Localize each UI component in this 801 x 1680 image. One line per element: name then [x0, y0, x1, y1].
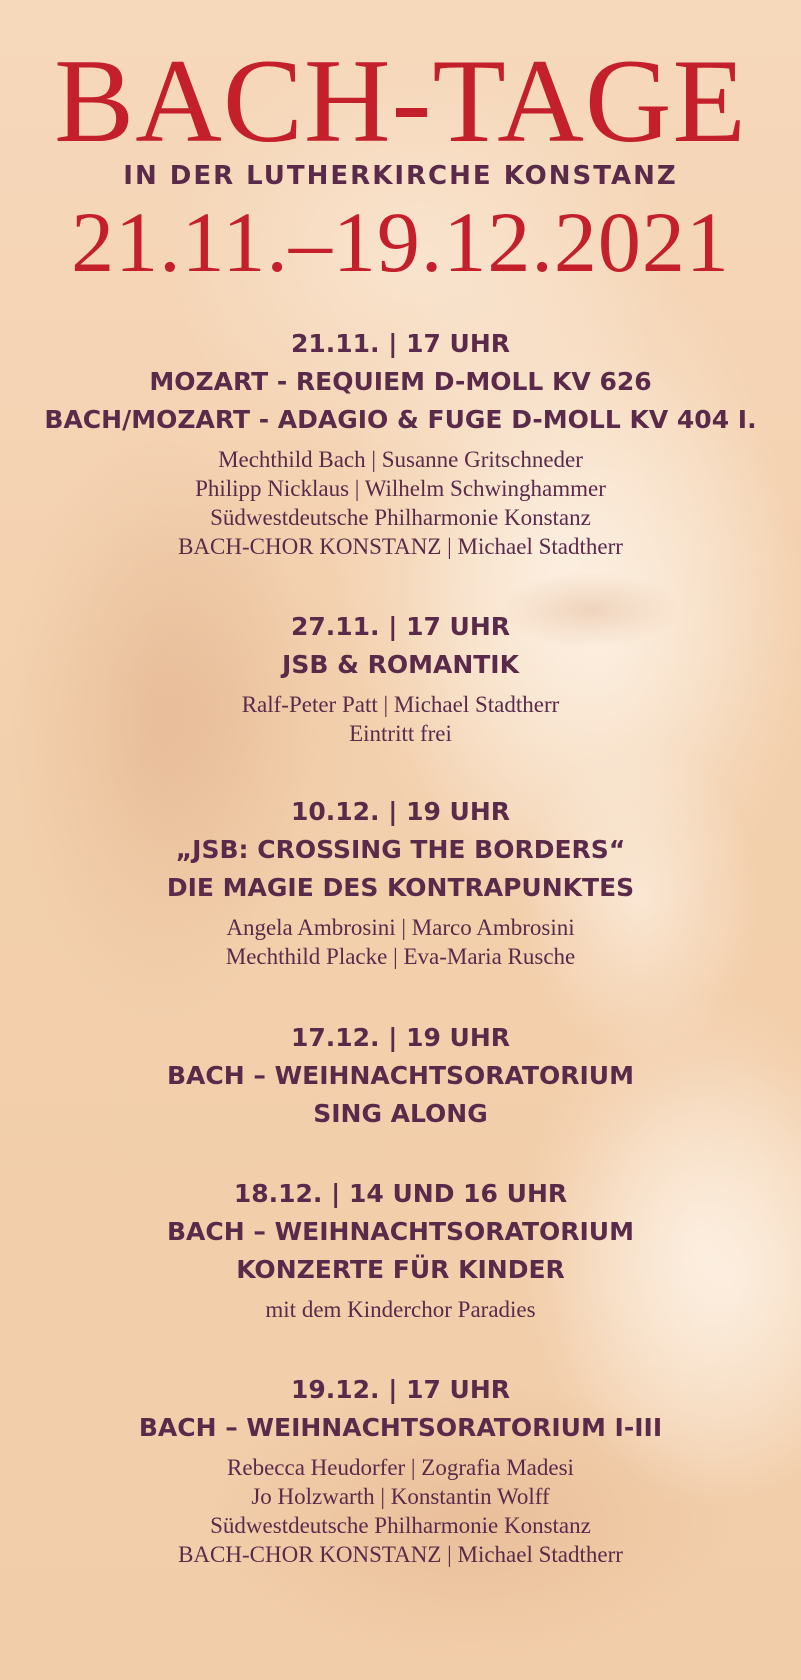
performer-line: Südwestdeutsche Philharmonie Konstanz	[210, 505, 591, 530]
event-headline: BACH – WEIHNACHTSORATORIUM	[166, 1217, 634, 1246]
event-headline: BACH – WEIHNACHTSORATORIUM I-III	[138, 1413, 663, 1442]
performer-line: Philipp Nicklaus | Wilhelm Schwinghammer	[195, 476, 606, 501]
event-datetime: 19.12. | 17 UHR	[290, 1375, 511, 1404]
event-item	[0, 793, 801, 971]
event-item	[0, 1175, 801, 1324]
venue-subtitle: IN DER LUTHERKIRCHE KONSTANZ	[123, 161, 678, 191]
event-performers	[0, 445, 801, 561]
event-datetime: 27.11. | 17 UHR	[290, 612, 511, 641]
performer-line: BACH-CHOR KONSTANZ | Michael Stadtherr	[178, 534, 623, 559]
festival-date-range: 21.11.–19.12.2021	[71, 194, 730, 290]
event-datetime: 10.12. | 19 UHR	[290, 797, 511, 826]
event-headline: „JSB: CROSSING THE BORDERS“	[175, 835, 626, 864]
event-item	[0, 1371, 801, 1569]
performer-line: Südwestdeutsche Philharmonie Konstanz	[210, 1513, 591, 1538]
event-headline: JSB & ROMANTIK	[282, 650, 519, 679]
event-item	[0, 608, 801, 748]
event-headline: SING ALONG	[313, 1099, 488, 1128]
event-headline: BACH/MOZART - ADAGIO & FUGE D-MOLL KV 404 I.	[44, 405, 757, 434]
event-performers	[0, 913, 801, 971]
event-performers	[0, 690, 801, 748]
performer-line: Mechthild Placke | Eva-Maria Rusche	[225, 944, 576, 969]
event-headline: BACH – WEIHNACHTSORATORIUM	[166, 1061, 634, 1090]
event-datetime: 17.12. | 19 UHR	[290, 1023, 511, 1052]
performer-line: Ralf-Peter Patt | Michael Stadtherr	[241, 692, 560, 717]
event-datetime: 21.11. | 17 UHR	[290, 329, 511, 358]
performer-line: BACH-CHOR KONSTANZ | Michael Stadtherr	[178, 1542, 623, 1567]
performer-line: Angela Ambrosini | Marco Ambrosini	[226, 915, 575, 940]
event-headline: MOZART - REQUIEM D-MOLL KV 626	[149, 367, 652, 396]
performer-line: mit dem Kinderchor Paradies	[265, 1297, 536, 1322]
event-headline: KONZERTE FÜR KINDER	[236, 1255, 565, 1284]
event-item	[0, 325, 801, 561]
event-performers	[0, 1295, 801, 1324]
performer-line: Eintritt frei	[349, 721, 452, 746]
performer-line: Jo Holzwarth | Konstantin Wolff	[251, 1484, 550, 1509]
event-item	[0, 1019, 801, 1133]
event-datetime: 18.12. | 14 UND 16 UHR	[233, 1179, 568, 1208]
performer-line: Rebecca Heudorfer | Zografia Madesi	[227, 1455, 574, 1480]
page-title: BACH-TAGE	[54, 34, 747, 167]
event-headline: DIE MAGIE DES KONTRAPUNKTES	[166, 873, 635, 902]
performer-line: Mechthild Bach | Susanne Gritschneder	[218, 447, 583, 472]
event-performers	[0, 1453, 801, 1569]
